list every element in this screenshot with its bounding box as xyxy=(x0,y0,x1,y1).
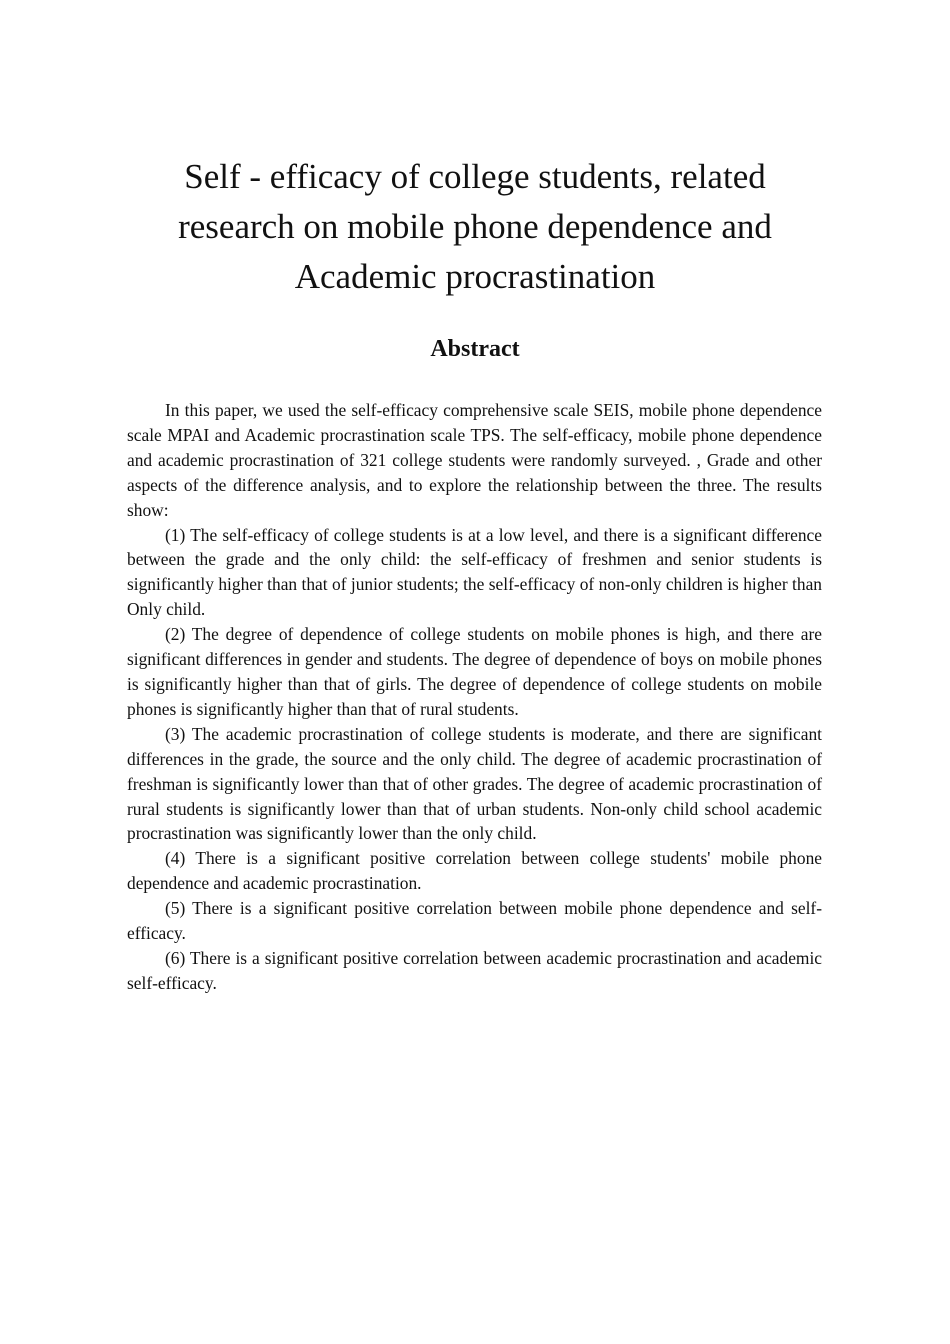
abstract-result-4: (4) There is a significant positive correlation between college students' mobile phone dependence and academic procrastination. xyxy=(127,848,822,894)
paper-title-line-1: Self - efficacy of college students, related xyxy=(184,157,766,196)
paper-title-line-2: research on mobile phone dependence and xyxy=(178,207,772,246)
abstract-body xyxy=(127,398,822,996)
abstract-result-1: (1) The self-efficacy of college students is at a low level, and there is a significant difference between the grade and the only child: the self-efficacy of freshmen and senior students is significantly higher than that of junior students; the self-efficacy of non-only children is higher than Only child. xyxy=(127,524,822,620)
abstract-intro-paragraph: In this paper, we used the self-efficacy comprehensive scale SEIS, mobile phone dependence scale MPAI and Academic procrastination scale TPS. The self-efficacy, mobile phone dependence and academic procrastination of 321 college students were randomly surveyed. , Grade and other aspects of the difference analysis, and to explore the relationship between the three. The results show: xyxy=(127,400,822,520)
paper-title-line-3: Academic procrastination xyxy=(294,257,656,296)
abstract-result-2: (2) The degree of dependence of college students on mobile phones is high, and there are significant differences in gender and students. The degree of dependence of boys on mobile phones is significantly higher than that of girls. The degree of dependence of college students on mobile phones is significantly higher than that of rural students. xyxy=(127,624,822,719)
abstract-result-3: (3) The academic procrastination of college students is moderate, and there are significant differences in the grade, the source and the only child. The degree of academic procrastination of freshman is significantly lower than that of other grades. The degree of academic procrastination of rural students is significantly lower than that of urban students. Non-only child school academic procrastination was significantly lower than the only child. xyxy=(127,723,822,844)
abstract-result-6: (6) There is a significant positive correlation between academic procrastination and academic self-efficacy. xyxy=(127,947,822,993)
abstract-heading: Abstract xyxy=(430,336,520,362)
abstract-result-5: (5) There is a significant positive correlation between mobile phone dependence and self-efficacy. xyxy=(127,898,822,944)
paper-title xyxy=(127,152,823,302)
